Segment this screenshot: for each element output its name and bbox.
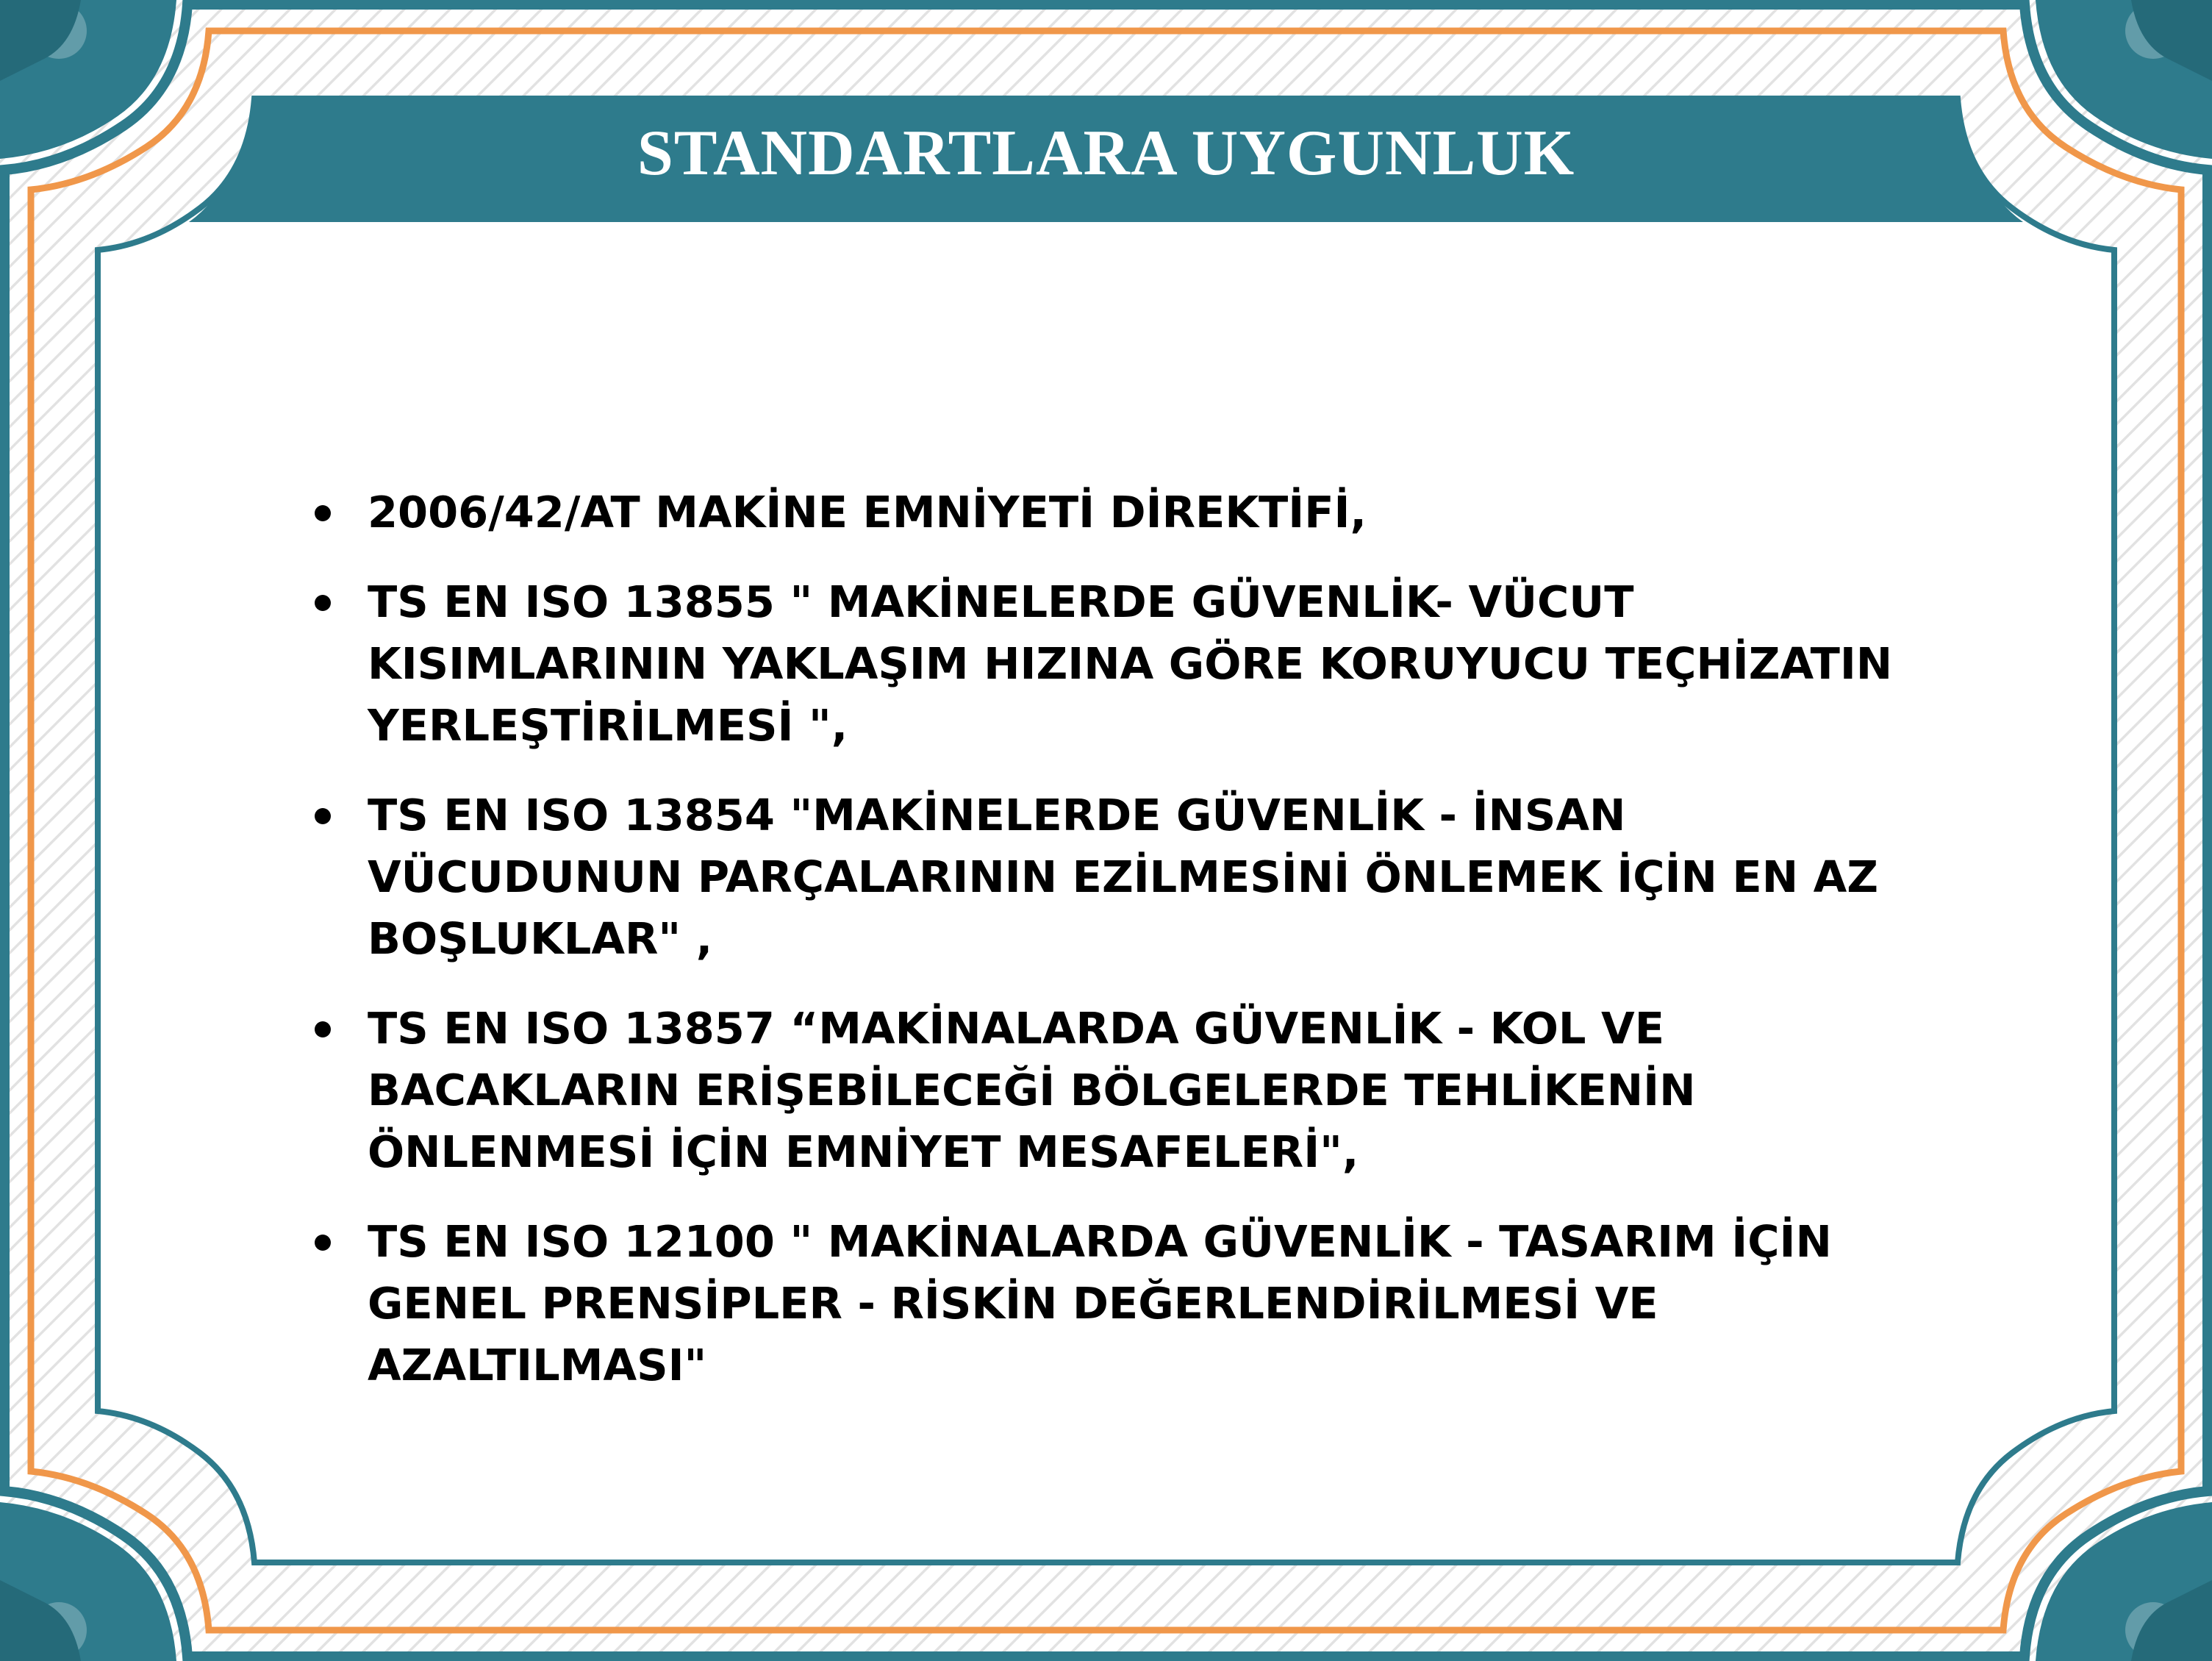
list-item-text: TS EN ISO 13855 " MAKİNELERDE GÜVENLİK- VÜCUT KISIMLARININ YAKLAŞIM HIZINA GÖRE KORUYUCU TEÇHİZATIN YERLEŞTİRİLMESİ ", — [368, 576, 1893, 751]
list-item — [309, 571, 1955, 757]
list-item — [309, 785, 1955, 970]
bullet-icon — [315, 808, 331, 824]
list-item-text: TS EN ISO 13854 "MAKİNELERDE GÜVENLİK - İNSAN VÜCUDUNUN PARÇALARININ EZİLMESİNİ ÖNLEMEK İÇİN EN AZ BOŞLUKLAR" , — [368, 790, 1879, 964]
list-item-text: TS EN ISO 13857 “MAKİNALARDA GÜVENLİK - KOL VE BACAKLARIN ERİŞEBİLECEĞİ BÖLGELERDE TEHLİKENİN ÖNLENMESİ İÇİN EMNİYET MESAFELERİ", — [368, 1003, 1696, 1177]
list-item — [309, 998, 1955, 1183]
bullet-icon — [315, 595, 331, 611]
bullet-icon — [315, 1235, 331, 1251]
page-title: STANDARTLARA UYGUNLUK — [637, 117, 1575, 189]
bullet-icon — [315, 505, 331, 521]
list-item-text: 2006/42/AT MAKİNE EMNİYETİ DİREKTİFİ, — [368, 487, 1367, 537]
bullet-icon — [315, 1021, 331, 1037]
list-item-text: TS EN ISO 12100 " MAKİNALARDA GÜVENLİK - TASARIM İÇİN GENEL PRENSİPLER - RİSKİN DEĞERLENDİRİLMESİ VE AZALTILMASI" — [368, 1216, 1832, 1390]
list-item — [309, 482, 1955, 543]
standards-list — [309, 482, 1955, 1424]
list-item — [309, 1211, 1955, 1396]
